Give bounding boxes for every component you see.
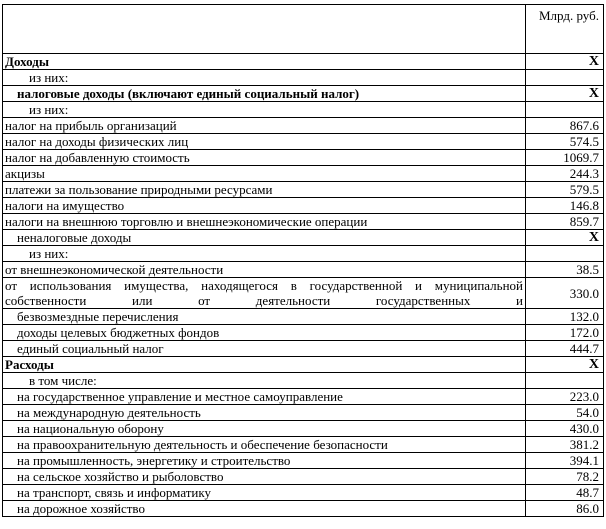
row-value: 146.8 bbox=[526, 198, 604, 214]
table-row bbox=[3, 437, 604, 453]
row-value: 78.2 bbox=[526, 469, 604, 485]
row-label bbox=[3, 134, 526, 150]
row-label bbox=[3, 70, 526, 86]
row-value: 394.1 bbox=[526, 453, 604, 469]
row-label bbox=[3, 278, 526, 309]
table-row bbox=[3, 166, 604, 182]
row-label-text: в том числе: bbox=[29, 373, 97, 388]
row-value: 223.0 bbox=[526, 389, 604, 405]
row-label-text: на государственное управление и местное самоуправление bbox=[17, 389, 343, 404]
table-row bbox=[3, 214, 604, 230]
row-value: 54.0 bbox=[526, 405, 604, 421]
unit-header: Млрд. руб. bbox=[526, 5, 604, 54]
row-label-text: налоговые доходы (включают единый социальный налог) bbox=[17, 86, 360, 101]
row-label bbox=[3, 150, 526, 166]
row-label bbox=[3, 437, 526, 453]
row-value: 38.5 bbox=[526, 262, 604, 278]
row-value: X bbox=[526, 230, 604, 246]
row-label bbox=[3, 421, 526, 437]
row-label bbox=[3, 214, 526, 230]
row-label-text: налог на добавленную стоимость bbox=[5, 150, 190, 165]
row-label-text: Расходы bbox=[5, 357, 54, 372]
row-label-text: из них: bbox=[29, 70, 69, 85]
header-label-cell bbox=[3, 5, 526, 54]
table-row bbox=[3, 453, 604, 469]
table-row bbox=[3, 373, 604, 389]
table-row bbox=[3, 102, 604, 118]
row-label bbox=[3, 262, 526, 278]
row-label bbox=[3, 325, 526, 341]
row-value bbox=[526, 70, 604, 86]
table-row bbox=[3, 501, 604, 517]
row-value: 574.5 bbox=[526, 134, 604, 150]
row-label bbox=[3, 86, 526, 102]
table-row bbox=[3, 182, 604, 198]
table-row bbox=[3, 278, 604, 309]
row-label bbox=[3, 54, 526, 70]
row-label-text: на сельское хозяйство и рыболовство bbox=[17, 469, 224, 484]
row-value: 48.7 bbox=[526, 485, 604, 501]
row-label-text: от внешнеэкономической деятельности bbox=[5, 262, 224, 277]
table-row bbox=[3, 134, 604, 150]
row-value bbox=[526, 102, 604, 118]
row-label-text: доходы целевых бюджетных фондов bbox=[17, 325, 220, 340]
row-label bbox=[3, 102, 526, 118]
row-label bbox=[3, 182, 526, 198]
row-label-text: на национальную оборону bbox=[17, 421, 164, 436]
row-value: 381.2 bbox=[526, 437, 604, 453]
row-value: 244.3 bbox=[526, 166, 604, 182]
row-label-text: единый социальный налог bbox=[17, 341, 164, 356]
row-value bbox=[526, 246, 604, 262]
table-row bbox=[3, 118, 604, 134]
row-label-text: налог на доходы физических лиц bbox=[5, 134, 189, 149]
table-row bbox=[3, 405, 604, 421]
row-label-text: на международную деятельность bbox=[17, 405, 201, 420]
table-row bbox=[3, 421, 604, 437]
table-row bbox=[3, 262, 604, 278]
row-value: X bbox=[526, 54, 604, 70]
table-row bbox=[3, 150, 604, 166]
row-value: 867.6 bbox=[526, 118, 604, 134]
table-row bbox=[3, 86, 604, 102]
table-row bbox=[3, 469, 604, 485]
row-label bbox=[3, 373, 526, 389]
row-value: 172.0 bbox=[526, 325, 604, 341]
row-label-text: налог на прибыль организаций bbox=[5, 118, 177, 133]
row-label bbox=[3, 501, 526, 517]
row-label bbox=[3, 469, 526, 485]
table-row bbox=[3, 198, 604, 214]
table-header-row bbox=[3, 5, 604, 54]
table-row bbox=[3, 246, 604, 262]
row-label bbox=[3, 246, 526, 262]
row-value: 579.5 bbox=[526, 182, 604, 198]
row-label-text: на дорожное хозяйство bbox=[17, 501, 145, 516]
row-label bbox=[3, 230, 526, 246]
table-row bbox=[3, 54, 604, 70]
table-row bbox=[3, 230, 604, 246]
row-value: 430.0 bbox=[526, 421, 604, 437]
row-value: 330.0 bbox=[526, 278, 604, 309]
row-label-text: от использования имущества, находящегося в государственной и муниципальной собственности или от деятельности государственных и bbox=[5, 278, 523, 308]
row-label-text: на промышленность, энергетику и строительство bbox=[17, 453, 291, 468]
row-value: 1069.7 bbox=[526, 150, 604, 166]
row-value: X bbox=[526, 86, 604, 102]
row-value bbox=[526, 373, 604, 389]
row-label-text: налоги на имущество bbox=[5, 198, 125, 213]
budget-table bbox=[2, 4, 604, 517]
row-label-text: неналоговые доходы bbox=[17, 230, 132, 245]
row-label-text: акцизы bbox=[5, 166, 45, 181]
table-row bbox=[3, 341, 604, 357]
row-label bbox=[3, 453, 526, 469]
row-label bbox=[3, 389, 526, 405]
table-row bbox=[3, 357, 604, 373]
row-label-text: безвозмездные перечисления bbox=[17, 309, 179, 324]
table-row bbox=[3, 309, 604, 325]
row-label-text: из них: bbox=[29, 246, 69, 261]
row-label bbox=[3, 341, 526, 357]
row-label-text: платежи за пользование природными ресурсами bbox=[5, 182, 273, 197]
row-value: 86.0 bbox=[526, 501, 604, 517]
row-label bbox=[3, 166, 526, 182]
row-label-text: из них: bbox=[29, 102, 69, 117]
table-row bbox=[3, 70, 604, 86]
row-label bbox=[3, 118, 526, 134]
table-row bbox=[3, 325, 604, 341]
row-label bbox=[3, 309, 526, 325]
row-value: 132.0 bbox=[526, 309, 604, 325]
row-label bbox=[3, 198, 526, 214]
row-label bbox=[3, 357, 526, 373]
row-value: 444.7 bbox=[526, 341, 604, 357]
table-row bbox=[3, 485, 604, 501]
row-label bbox=[3, 485, 526, 501]
row-value: 859.7 bbox=[526, 214, 604, 230]
row-label-text: Доходы bbox=[5, 54, 49, 69]
table-row bbox=[3, 389, 604, 405]
row-label-text: налоги на внешнюю торговлю и внешнеэкономические операции bbox=[5, 214, 368, 229]
row-value: X bbox=[526, 357, 604, 373]
row-label bbox=[3, 405, 526, 421]
row-label-text: на транспорт, связь и информатику bbox=[17, 485, 212, 500]
row-label-text: на правоохранительную деятельность и обеспечение безопасности bbox=[17, 437, 388, 452]
